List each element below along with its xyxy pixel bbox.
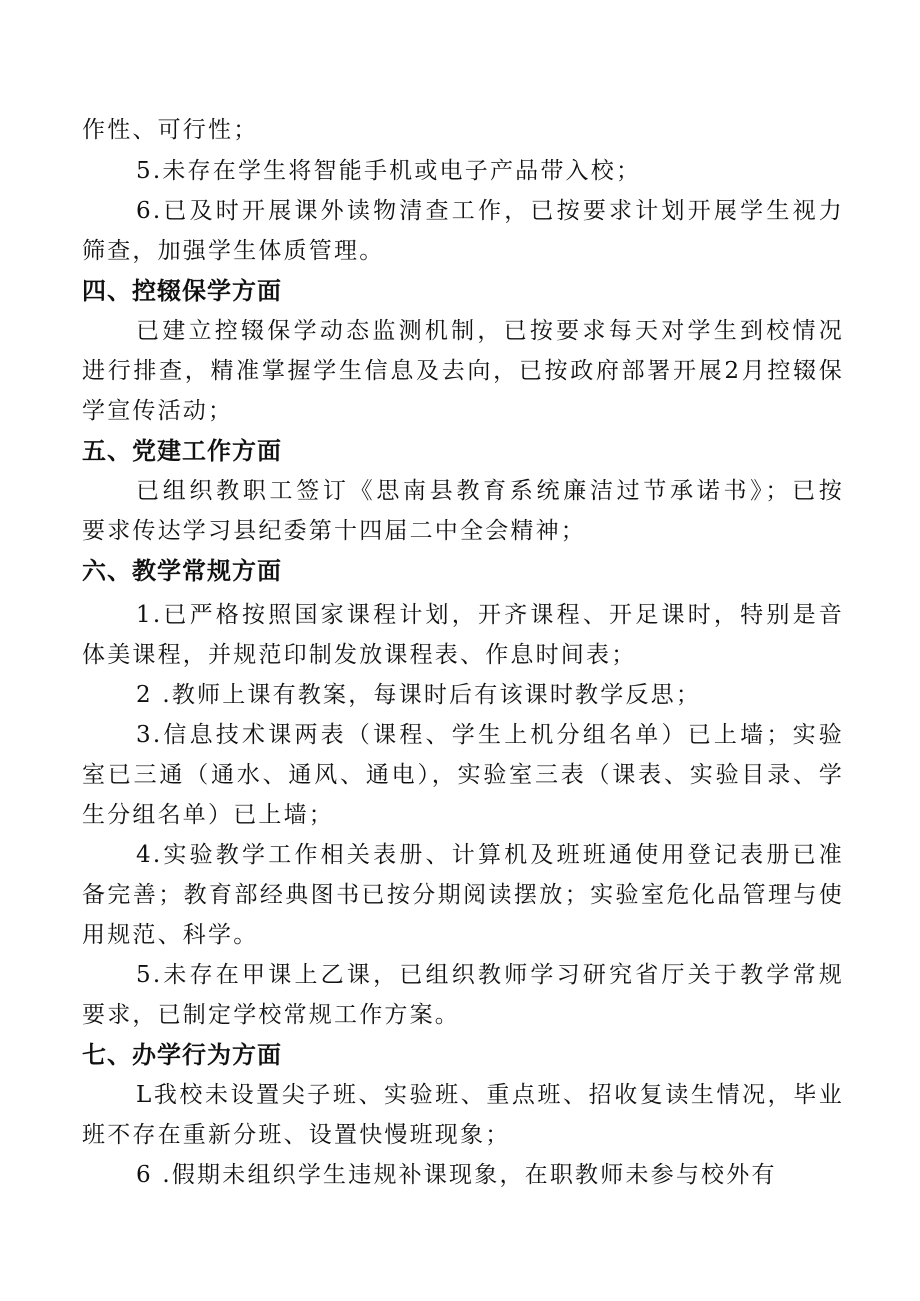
paragraph-line: 班不存在重新分班、设置快慢班现象； [82,1122,511,1148]
paragraph-line: 已建立控辍保学动态监测机制，已按要求每天对学生到校情况 [136,318,844,344]
section-heading: 五、党建工作方面 [82,437,282,465]
list-item-line: 5.未存在甲课上乙课，已组织教师学习研究省厅关于教学常规 [136,962,844,988]
paragraph-line: 学宣传活动； [82,398,234,424]
paragraph-line: 用规范、科学。 [82,922,259,948]
list-item-line: 5.未存在学生将智能手机或电子产品带入校； [136,158,642,184]
paragraph-line: 作性、可行性； [82,117,259,143]
section-heading: 六、教学常规方面 [82,557,282,585]
paragraph-line: 要求传达学习县纪委第十四届二中全会精神； [82,518,586,544]
paragraph-line: 体美课程，并规范印制发放课程表、作息时间表； [82,642,637,668]
list-item-line: 1.已严格按照国家课程计划，开齐课程、开足课时，特别是音 [136,602,844,628]
list-item-line: 6 .假期未组织学生违规补课现象，在职教师未参与校外有 [136,1162,777,1188]
paragraph-line: 要求，已制定学校常规工作方案。 [82,1002,460,1028]
paragraph-line: 已组织教职工签订《思南县教育系统廉洁过节承诺书》；已按 [136,478,844,504]
paragraph-line: 筛查，加强学生体质管理。 [82,238,385,264]
section-heading: 四、控辍保学方面 [82,277,282,305]
section-heading: 七、办学行为方面 [82,1041,282,1069]
paragraph-line: 生分组名单）已上墙； [82,802,334,828]
list-item-line: 6.已及时开展课外读物清查工作，已按要求计划开展学生视力 [136,198,844,224]
list-item-line: 3.信息技术课两表（课程、学生上机分组名单）已上墙；实验 [136,722,844,748]
list-item-line: 4.实验教学工作相关表册、计算机及班班通使用登记表册已准 [136,842,844,868]
paragraph-line: 备完善；教育部经典图书已按分期阅读摆放；实验室危化品管理与使 [82,882,844,908]
list-item-line: L我校未设置尖子班、实验班、重点班、招收复读生情况，毕业 [136,1082,844,1108]
paragraph-line: 室已三通（通水、通风、通电），实验室三表（课表、实验目录、学 [82,762,844,788]
paragraph-line: 进行排查，精准掌握学生信息及去向，已按政府部署开展2月控辍保 [82,358,844,384]
list-item-line: 2 .教师上课有教案，每课时后有该课时教学反思； [136,682,702,708]
